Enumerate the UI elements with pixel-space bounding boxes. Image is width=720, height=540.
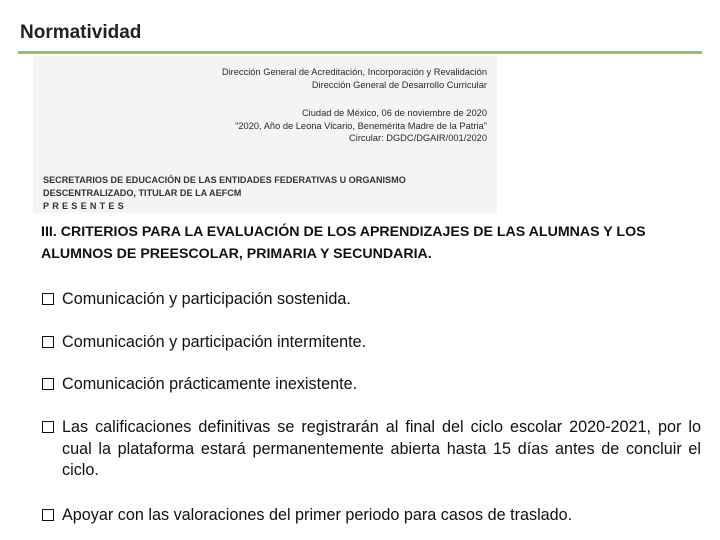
circular-number: Circular: DGDC/DGAIR/001/2020 bbox=[349, 133, 487, 143]
slide-title: Normatividad bbox=[20, 22, 142, 43]
list-item bbox=[41, 332, 701, 354]
list-item bbox=[41, 374, 701, 396]
list-item bbox=[41, 417, 701, 482]
letter-addressee bbox=[43, 174, 406, 213]
checkbox-bullet-icon bbox=[42, 293, 54, 305]
checkbox-bullet-icon bbox=[42, 336, 54, 348]
section-heading: III. CRITERIOS PARA LA EVALUACIÓN DE LOS APRENDIZAJES DE LAS ALUMNAS Y LOS ALUMNOS DE PREESCOLAR, PRIMARIA Y SECUNDARIA. bbox=[41, 224, 646, 262]
addressee-presentes: PRESENTES bbox=[43, 201, 127, 211]
circular-letterhead-image bbox=[33, 56, 497, 213]
list-item-text: Comunicación prácticamente inexistente. bbox=[62, 375, 358, 393]
addressee-line: SECRETARIOS DE EDUCACIÓN DE LAS ENTIDADES FEDERATIVAS U ORGANISMO bbox=[43, 175, 406, 185]
addressee-line: DESCENTRALIZADO, TITULAR DE LA AEFCM bbox=[43, 188, 242, 198]
list-item-text: Comunicación y participación sostenida. bbox=[62, 290, 351, 308]
issuer-line: Dirección General de Desarrollo Curricular bbox=[311, 79, 487, 90]
letter-date: Ciudad de México, 06 de noviembre de 2020 bbox=[301, 108, 487, 118]
checkbox-bullet-icon bbox=[42, 378, 54, 390]
letter-motto: "2020, Año de Leona Vicario, Benemérita Madre de la Patria" bbox=[235, 120, 487, 131]
checkbox-bullet-icon bbox=[42, 421, 54, 433]
letterhead-issuers bbox=[222, 66, 487, 91]
list-item-text: Comunicación y participación intermitente. bbox=[62, 333, 367, 351]
list-item-text: Apoyar con las valoraciones del primer periodo para casos de traslado. bbox=[62, 506, 573, 524]
list-item bbox=[41, 289, 701, 311]
title-divider bbox=[18, 51, 702, 54]
list-item bbox=[41, 505, 701, 527]
letterhead-meta bbox=[235, 107, 487, 145]
list-item-text: Las calificaciones definitivas se registrarán al final del ciclo escolar 2020-2021, por lo cual la plataforma estará permanentemente abierta hasta 15 días antes de concluir el ciclo. bbox=[62, 418, 701, 479]
checkbox-bullet-icon bbox=[42, 509, 54, 521]
issuer-line: Dirección General de Acreditación, Incorporación y Revalidación bbox=[221, 67, 487, 77]
